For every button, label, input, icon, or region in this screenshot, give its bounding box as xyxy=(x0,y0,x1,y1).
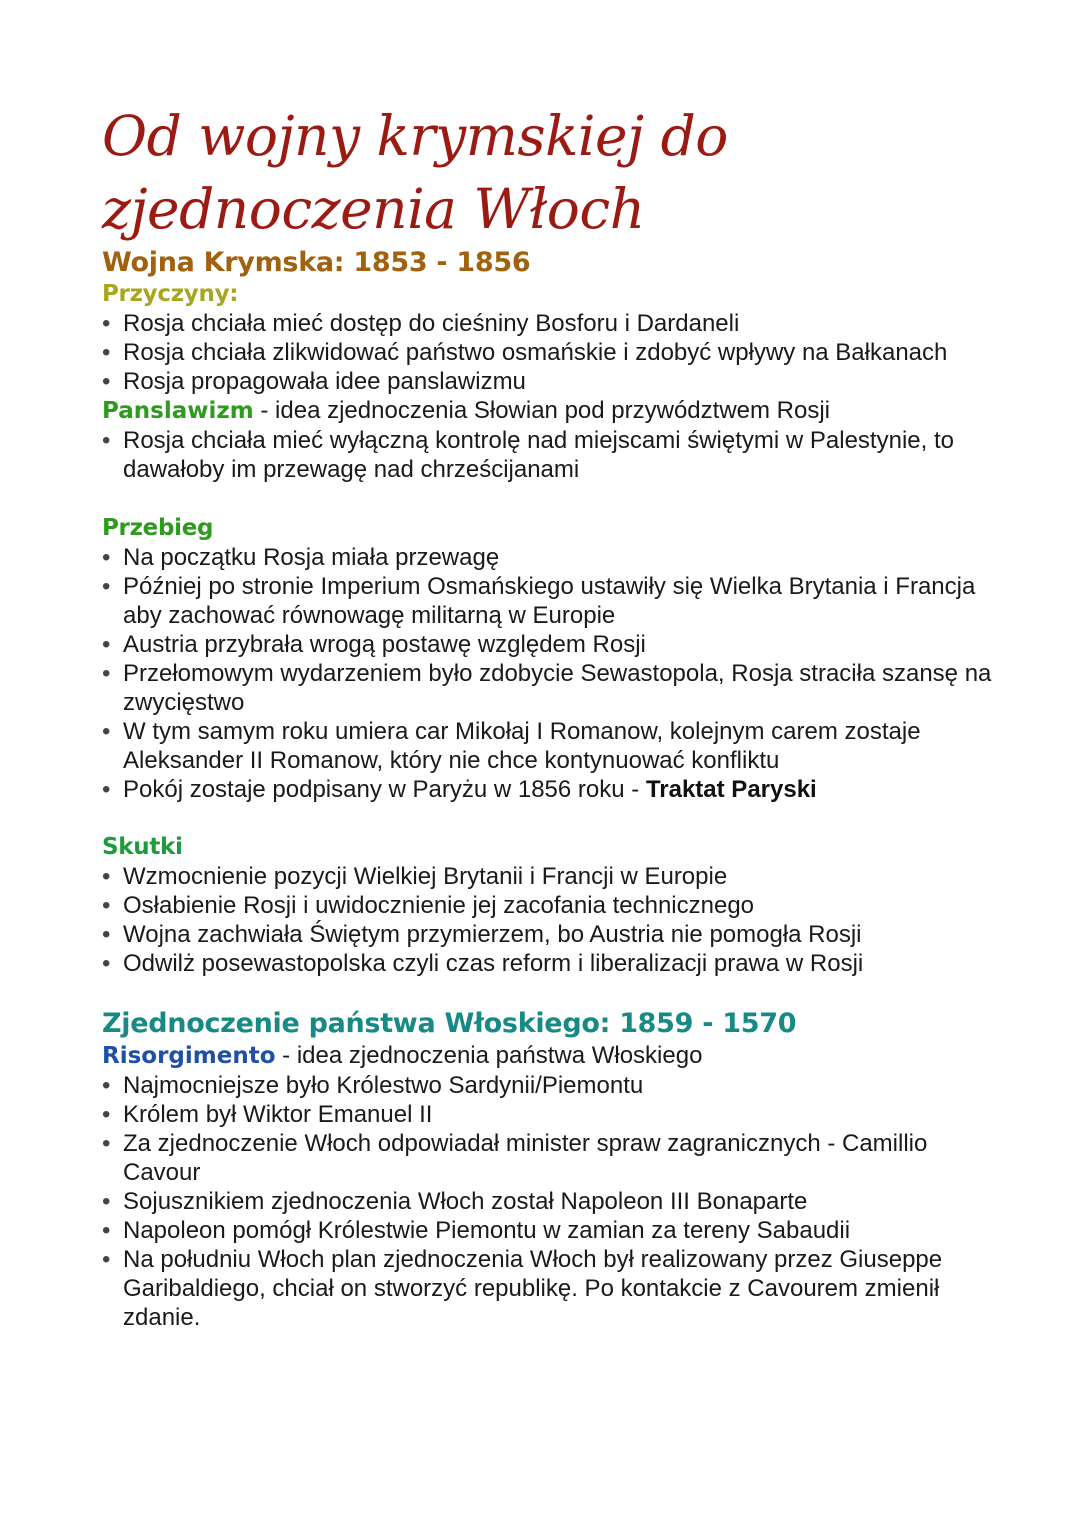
list-item: • Wzmocnienie pozycji Wielkiej Brytanii i Francji w Europie xyxy=(102,863,728,890)
list-item: • Pokój zostaje podpisany w Paryżu w 1856 roku - Traktat Paryski xyxy=(102,776,817,803)
bullet-icon: • xyxy=(102,1188,111,1215)
bullet-icon: • xyxy=(102,863,111,890)
treaty-name: Traktat Paryski xyxy=(645,776,817,803)
list-item: • Rosja propagowała idee panslawizmu xyxy=(102,368,526,395)
bullet-icon: • xyxy=(102,1246,111,1273)
risorgimento-definition xyxy=(102,1041,1002,1071)
list-item: • Za zjednoczenie Włoch odpowiadał minister spraw zagranicznych - Camillio Cavour xyxy=(102,1130,928,1186)
bullet-icon: • xyxy=(102,573,111,600)
list-item: • Odwilż posewastopolska czyli czas reform i liberalizacji prawa w Rosji xyxy=(102,950,864,977)
causes-list xyxy=(102,309,1002,396)
bullet-icon: • xyxy=(102,1217,111,1244)
notes-page xyxy=(102,100,1002,1332)
list-item: • Królem był Wiktor Emanuel II xyxy=(102,1101,433,1128)
list-item: • W tym samym roku umiera car Mikołaj I Romanow, kolejnym carem zostaje Aleksander II Romanow, który nie chce kontynuować konfliktu xyxy=(102,718,921,774)
list-item: • Napoleon pomógł Królestwie Piemontu w zamian za tereny Sabaudii xyxy=(102,1217,851,1244)
page-title-line1: Od wojny krymskiej do xyxy=(102,104,728,168)
bullet-icon: • xyxy=(102,950,111,977)
list-item: • Rosja chciała mieć wyłączną kontrolę nad miejscami świętymi w Palestynie, to dawałoby im przewagę nad chrześcijanami xyxy=(102,427,954,483)
list-item: • Rosja chciała mieć dostęp do cieśniny Bosforu i Dardaneli xyxy=(102,310,740,337)
definition-text: - idea zjednoczenia państwa Włoskiego xyxy=(275,1042,703,1069)
list-item: • Na początku Rosja miała przewagę xyxy=(102,544,500,571)
causes-list-continued xyxy=(102,426,1002,484)
bullet-icon: • xyxy=(102,427,111,454)
definition-term: Panslawizm xyxy=(102,398,254,424)
bullet-icon: • xyxy=(102,921,111,948)
list-item: • Sojusznikiem zjednoczenia Włoch został Napoleon III Bonaparte xyxy=(102,1188,808,1215)
bullet-icon: • xyxy=(102,718,111,745)
page-title xyxy=(102,100,1002,246)
bullet-icon: • xyxy=(102,1130,111,1157)
definition-text: - idea zjednoczenia Słowian pod przywództwem Rosji xyxy=(253,397,830,424)
italy-list xyxy=(102,1071,1002,1332)
bullet-icon: • xyxy=(102,544,111,571)
list-item: • Wojna zachwiała Świętym przymierzem, bo Austria nie pomogła Rosji xyxy=(102,921,862,948)
effects-list xyxy=(102,862,1002,978)
bullet-icon: • xyxy=(102,310,111,337)
causes-heading: Przyczyny: xyxy=(102,281,239,307)
list-item: • Później po stronie Imperium Osmańskiego ustawiły się Wielka Brytania i Francja aby zachować równowagę militarną w Europie xyxy=(102,573,976,629)
list-item: • Najmocniejsze było Królestwo Sardynii/Piemontu xyxy=(102,1072,644,1099)
course-list xyxy=(102,543,1002,804)
bullet-icon: • xyxy=(102,1072,111,1099)
page-title-line2: zjednoczenia Włoch xyxy=(102,177,645,241)
list-item: • Rosja chciała zlikwidować państwo osmańskie i zdobyć wpływy na Bałkanach xyxy=(102,339,948,366)
list-item: • Austria przybrała wrogą postawę względem Rosji xyxy=(102,631,646,658)
italy-unification-heading: Zjednoczenie państwa Włoskiego: 1859 - 1570 xyxy=(102,1008,797,1039)
course-heading: Przebieg xyxy=(102,515,214,541)
bullet-icon: • xyxy=(102,1101,111,1128)
list-item: • Osłabienie Rosji i uwidocznienie jej zacofania technicznego xyxy=(102,892,755,919)
bullet-icon: • xyxy=(102,631,111,658)
bullet-icon: • xyxy=(102,660,111,687)
bullet-icon: • xyxy=(102,892,111,919)
effects-heading: Skutki xyxy=(102,834,183,860)
list-item: • Przełomowym wydarzeniem było zdobycie Sewastopola, Rosja straciła szansę na zwycięstwo xyxy=(102,660,992,716)
panslawizm-definition xyxy=(102,396,1002,426)
definition-term: Risorgimento xyxy=(102,1043,276,1069)
bullet-icon: • xyxy=(102,368,111,395)
bullet-icon: • xyxy=(102,339,111,366)
bullet-icon: • xyxy=(102,776,111,803)
list-item: • Na południu Włoch plan zjednoczenia Włoch był realizowany przez Giuseppe Garibaldiego, chciał on stworzyć republikę. Po kontakcie z Cavourem zmienił zdanie. xyxy=(102,1246,943,1331)
crimean-war-heading: Wojna Krymska: 1853 - 1856 xyxy=(102,247,531,278)
